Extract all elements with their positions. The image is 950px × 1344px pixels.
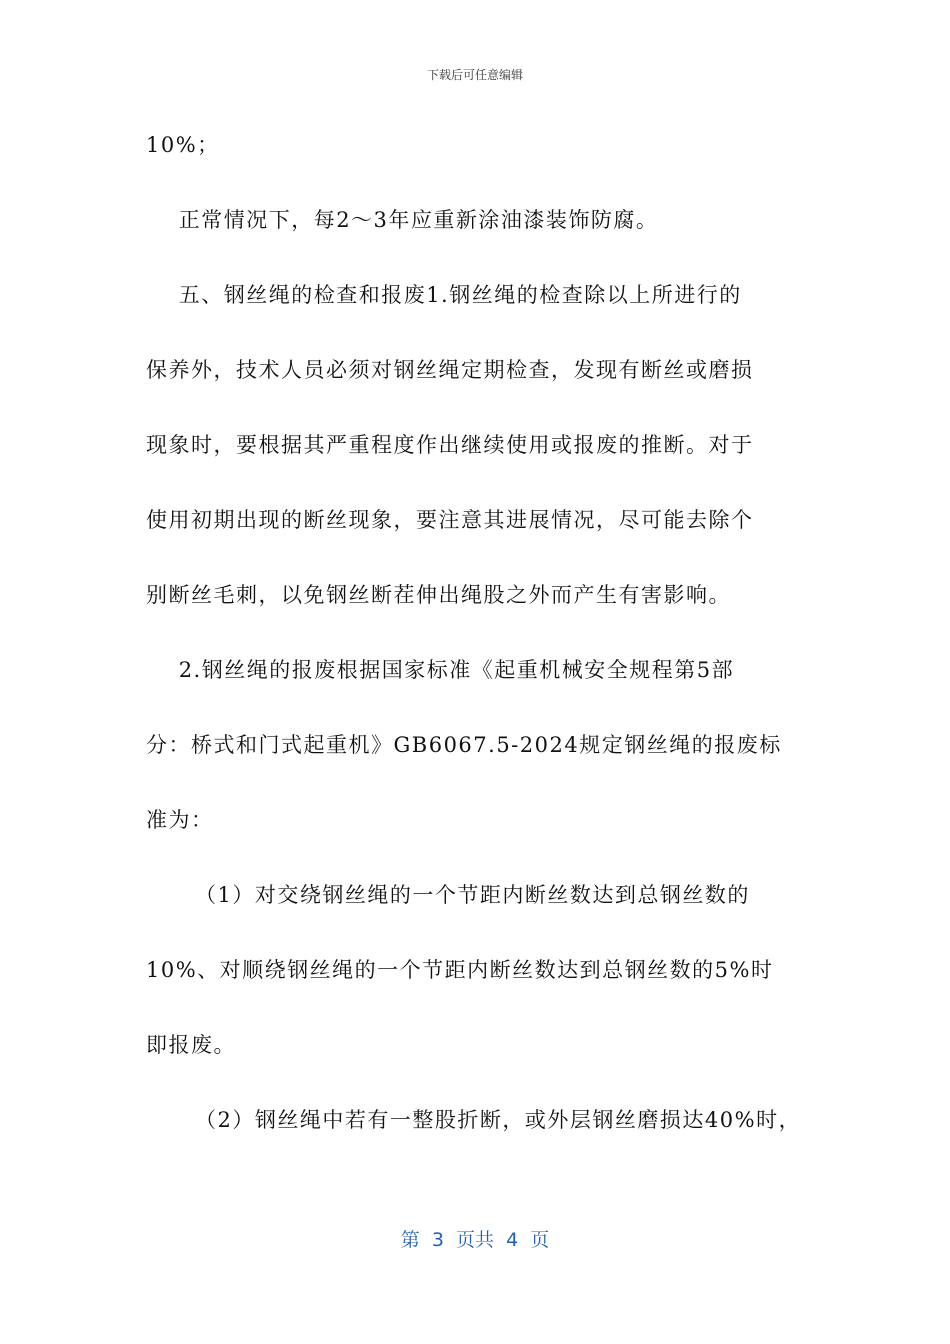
text-line: （2）钢丝绳中若有一整股折断，或外层钢丝磨损达40%时， xyxy=(146,1108,802,1132)
text-line: 准为： xyxy=(146,808,214,832)
text-line: 使用初期出现的断丝现象，要注意其进展情况，尽可能去除个 xyxy=(146,508,754,532)
text-line: 分：桥式和门式起重机》GB6067.5-2024规定钢丝绳的报废标 xyxy=(146,733,782,757)
text-line: 10%； xyxy=(146,133,220,157)
text-line: 现象时，要根据其严重程度作出继续使用或报废的推断。对于 xyxy=(146,433,754,457)
text-line: 2.钢丝绳的报废根据国家标准《起重机械安全规程第5部 xyxy=(146,658,735,682)
text-line: 保养外，技术人员必须对钢丝绳定期检查，发现有断丝或磨损 xyxy=(146,358,754,382)
page-header: 下载后可任意编辑 xyxy=(426,68,523,82)
text-line: 正常情况下，每2～3年应重新涂油漆装饰防腐。 xyxy=(146,208,659,232)
page-footer: 第 3 页共 4 页 xyxy=(400,1229,550,1251)
document-body xyxy=(146,123,806,1173)
text-line: （1）对交绕钢丝绳的一个节距内断丝数达到总钢丝数的 xyxy=(146,883,750,907)
text-line: 五、钢丝绳的检查和报废1.钢丝绳的检查除以上所进行的 xyxy=(146,283,742,307)
text-line: 别断丝毛刺，以免钢丝断茬伸出绳股之外而产生有害影响。 xyxy=(146,583,731,607)
text-line: 即报废。 xyxy=(146,1033,236,1057)
text-line: 10%、对顺绕钢丝绳的一个节距内断丝数达到总钢丝数的5%时 xyxy=(146,958,774,982)
